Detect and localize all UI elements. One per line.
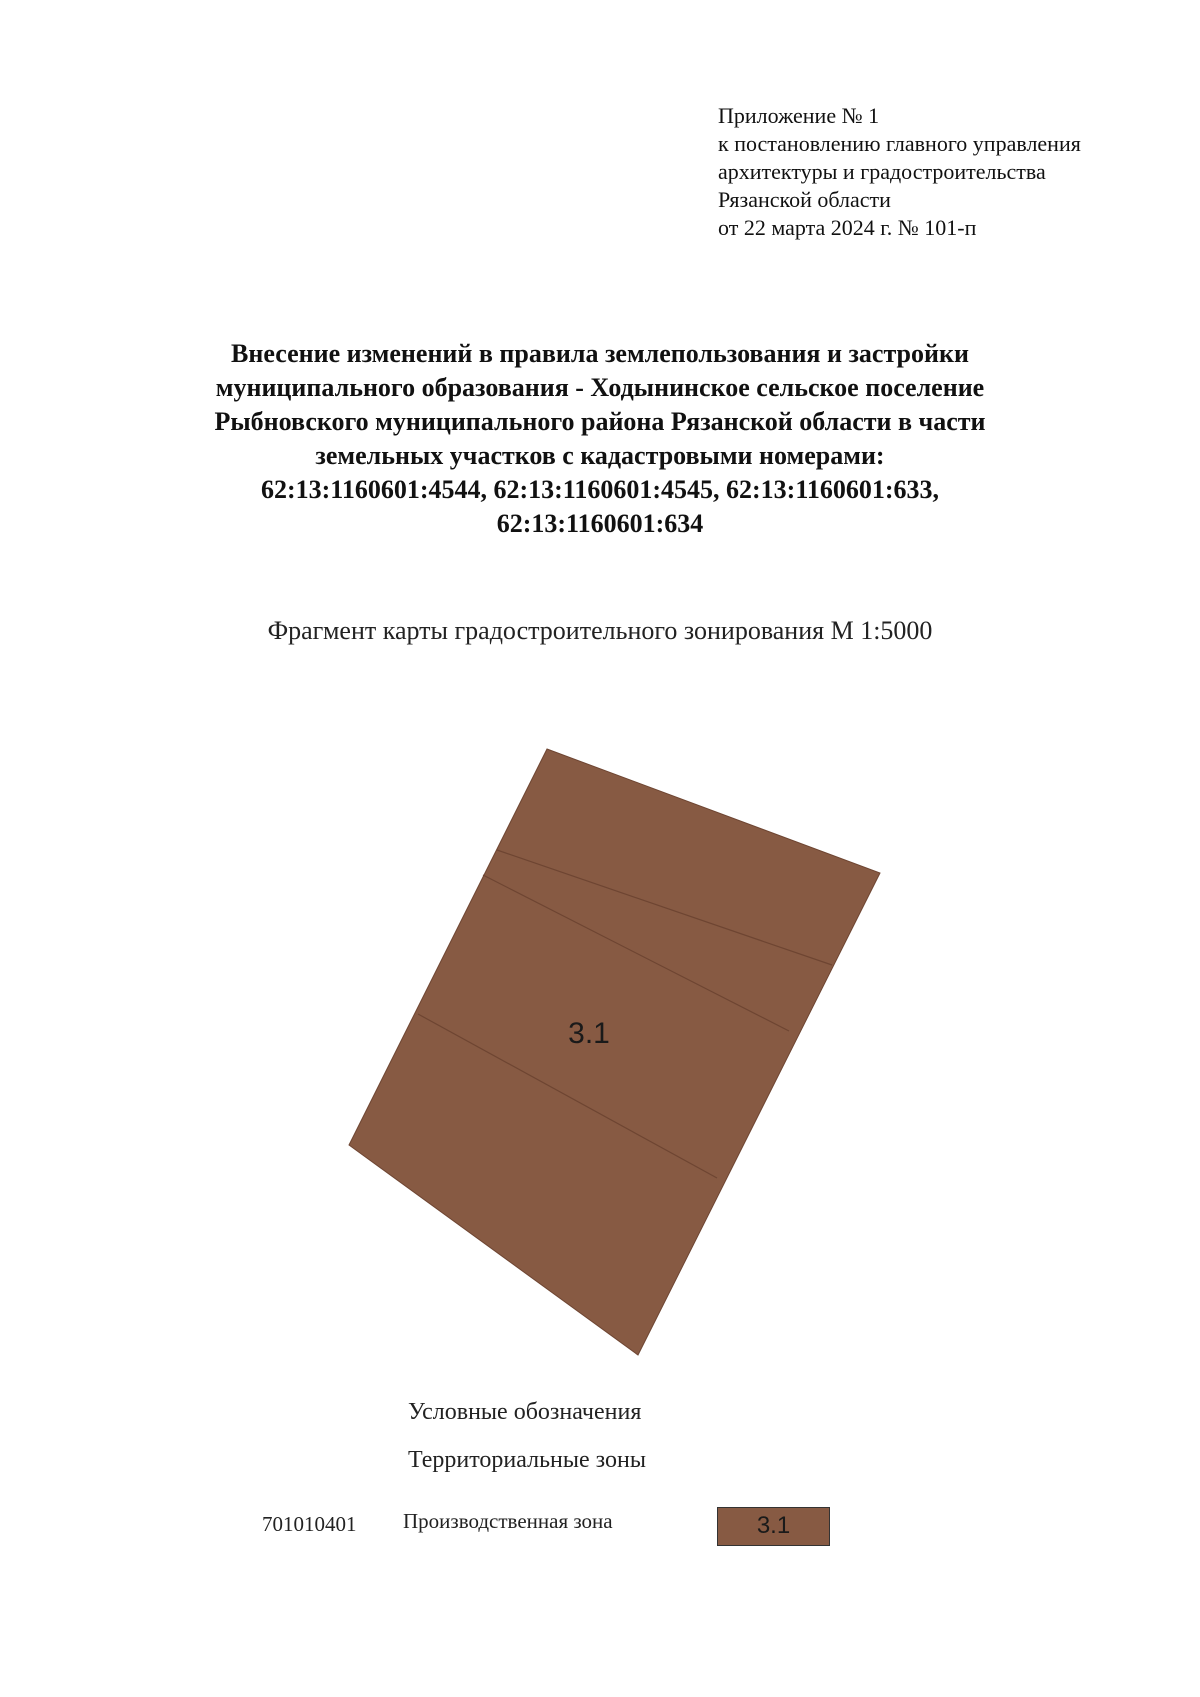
title-line: земельных участков с кадастровыми номерами: [315, 441, 885, 470]
appendix-line: Рязанской области [718, 187, 891, 212]
zone-parcel-polygon [349, 749, 880, 1355]
appendix-line: Приложение № 1 [718, 103, 880, 128]
title-line: муниципального образования - Ходынинское сельское поселение [215, 373, 985, 402]
legend-item-name: Производственная зона [403, 1509, 613, 1533]
title-line: Рыбновского муниципального района Рязанской области в части [214, 407, 986, 436]
appendix-line: от 22 марта 2024 г. № 101-п [718, 215, 977, 240]
legend-item-swatch: 3.1 [717, 1507, 830, 1546]
title-line: 62:13:1160601:634 [496, 509, 704, 538]
legend-heading: Условные обозначения [408, 1399, 642, 1425]
legend-item-code: 701010401 [262, 1512, 357, 1536]
appendix-line: к постановлению главного управления [718, 131, 1081, 156]
zone-label: 3.1 [568, 1017, 610, 1050]
legend-subheading: Территориальные зоны [408, 1447, 646, 1473]
map-caption: Фрагмент карты градостроительного зонирования М 1:5000 [267, 616, 933, 645]
title-line: Внесение изменений в правила землепользования и застройки [231, 339, 969, 368]
title-line: 62:13:1160601:4544, 62:13:1160601:4545, 62:13:1160601:633, [260, 475, 940, 504]
appendix-line: архитектуры и градостроительства [718, 159, 1046, 184]
